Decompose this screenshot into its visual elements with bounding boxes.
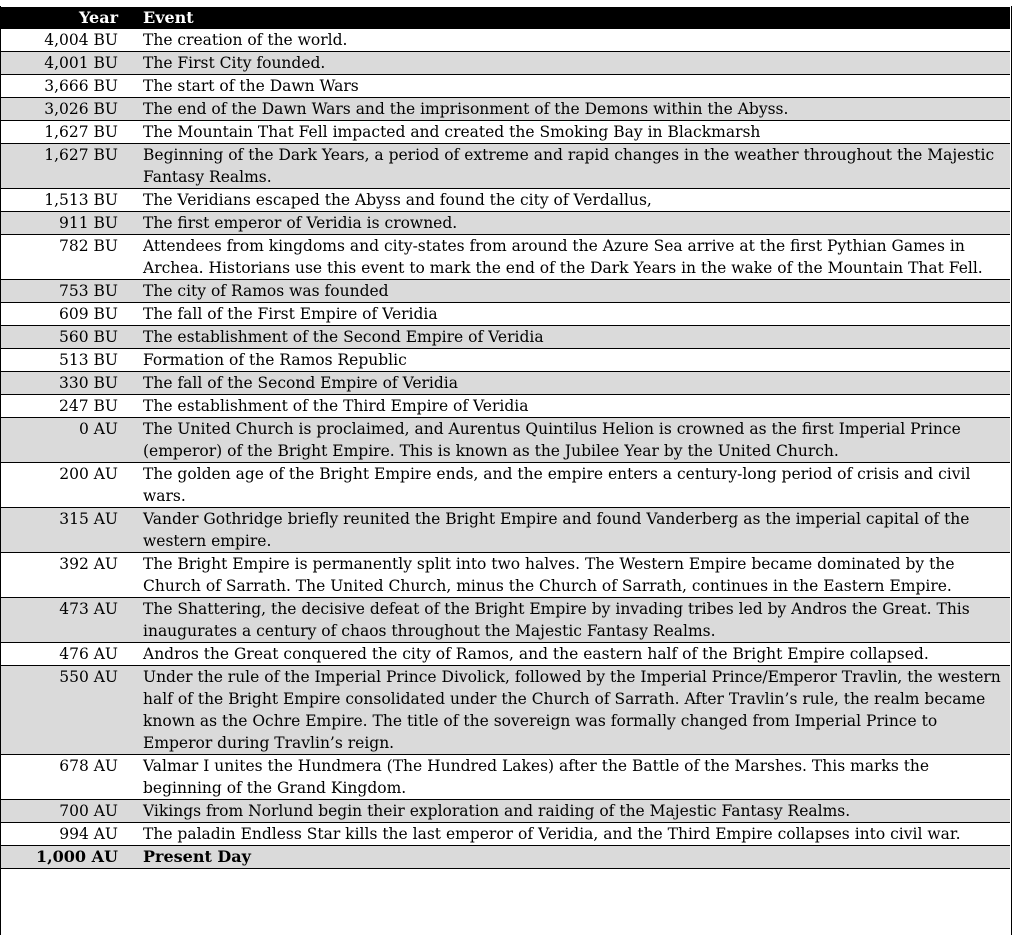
table-row: [1, 235, 1010, 280]
table-row: [1, 395, 1010, 418]
event-cell: The paladin Endless Star kills the last emperor of Veridia, and the Third Empire collapses into civil war.: [139, 823, 1010, 846]
table-row: [1, 144, 1010, 189]
table-row: [1, 280, 1010, 303]
event-cell: The United Church is proclaimed, and Aurentus Quintilus Helion is crowned as the first Imperial Prince (emperor) of the Bright Empire. This is known as the Jubilee Year by the United Church.: [139, 418, 1010, 463]
table-row: [1, 121, 1010, 144]
table-row: [1, 349, 1010, 372]
event-cell: Andros the Great conquered the city of Ramos, and the eastern half of the Bright Empire collapsed.: [139, 643, 1010, 666]
event-cell: Valmar I unites the Hundmera (The Hundred Lakes) after the Battle of the Marshes. This marks the beginning of the Grand Kingdom.: [139, 755, 1010, 800]
table-row: [1, 98, 1010, 121]
event-cell: The fall of the Second Empire of Veridia: [139, 372, 1010, 395]
table-row: [1, 212, 1010, 235]
year-column-header: Year: [1, 7, 139, 29]
year-cell: 1,627 BU: [1, 121, 139, 144]
year-cell: 4,004 BU: [1, 29, 139, 52]
table-row: [1, 643, 1010, 666]
event-cell: The end of the Dawn Wars and the imprisonment of the Demons within the Abyss.: [139, 98, 1010, 121]
table-row: [1, 553, 1010, 598]
year-cell: 3,026 BU: [1, 98, 139, 121]
event-cell: The establishment of the Second Empire of Veridia: [139, 326, 1010, 349]
year-cell: 550 AU: [1, 666, 139, 755]
event-cell: Vander Gothridge briefly reunited the Bright Empire and found Vanderberg as the imperial capital of the western empire.: [139, 508, 1010, 553]
year-cell: 1,513 BU: [1, 189, 139, 212]
table-row: [1, 418, 1010, 463]
year-cell: 0 AU: [1, 418, 139, 463]
event-cell: The fall of the First Empire of Veridia: [139, 303, 1010, 326]
year-cell: 330 BU: [1, 372, 139, 395]
year-cell: 678 AU: [1, 755, 139, 800]
year-cell: 4,001 BU: [1, 52, 139, 75]
event-cell: The Shattering, the decisive defeat of the Bright Empire by invading tribes led by Andros the Great. This inaugurates a century of chaos throughout the Majestic Fantasy Realms.: [139, 598, 1010, 643]
table-row: [1, 463, 1010, 508]
year-cell: 911 BU: [1, 212, 139, 235]
year-cell: 3,666 BU: [1, 75, 139, 98]
table-row: [1, 52, 1010, 75]
event-cell: The first emperor of Veridia is crowned.: [139, 212, 1010, 235]
year-cell: 1,000 AU: [1, 846, 139, 869]
table-row: [1, 29, 1010, 52]
table-row: [1, 846, 1010, 869]
event-cell: The First City founded.: [139, 52, 1010, 75]
event-cell: The Veridians escaped the Abyss and found the city of Verdallus,: [139, 189, 1010, 212]
event-cell: Vikings from Norlund begin their exploration and raiding of the Majestic Fantasy Realms.: [139, 800, 1010, 823]
table-row: [1, 303, 1010, 326]
table-row: [1, 800, 1010, 823]
year-cell: 1,627 BU: [1, 144, 139, 189]
event-cell: Formation of the Ramos Republic: [139, 349, 1010, 372]
year-cell: 560 BU: [1, 326, 139, 349]
event-cell: The establishment of the Third Empire of Veridia: [139, 395, 1010, 418]
year-cell: 513 BU: [1, 349, 139, 372]
year-cell: 609 BU: [1, 303, 139, 326]
table-row: [1, 75, 1010, 98]
table-row: [1, 755, 1010, 800]
year-cell: 782 BU: [1, 235, 139, 280]
table-row: [1, 372, 1010, 395]
year-cell: 994 AU: [1, 823, 139, 846]
event-cell: Attendees from kingdoms and city-states from around the Azure Sea arrive at the first Pythian Games in Archea. Historians use this event to mark the end of the Dark Years in the wake of the Mountain That Fell.: [139, 235, 1010, 280]
table-row: [1, 326, 1010, 349]
event-cell: The Mountain That Fell impacted and created the Smoking Bay in Blackmarsh: [139, 121, 1010, 144]
year-cell: 753 BU: [1, 280, 139, 303]
table-row: [1, 823, 1010, 846]
event-cell: The golden age of the Bright Empire ends, and the empire enters a century-long period of crisis and civil wars.: [139, 463, 1010, 508]
event-cell: Beginning of the Dark Years, a period of extreme and rapid changes in the weather throughout the Majestic Fantasy Realms.: [139, 144, 1010, 189]
table-row: [1, 508, 1010, 553]
event-cell: Under the rule of the Imperial Prince Divolick, followed by the Imperial Prince/Emperor Travlin, the western half of the Bright Empire consolidated under the Church of Sarrath. After Travlin’s rule, the realm became known as the Ochre Empire. The title of the sovereign was formally changed from Imperial Prince to Emperor during Travlin’s reign.: [139, 666, 1010, 755]
year-cell: 247 BU: [1, 395, 139, 418]
event-cell: The city of Ramos was founded: [139, 280, 1010, 303]
table-header-row: [1, 7, 1010, 29]
year-cell: 200 AU: [1, 463, 139, 508]
table-row: [1, 189, 1010, 212]
timeline-table: [1, 7, 1010, 869]
event-cell: The Bright Empire is permanently split into two halves. The Western Empire became dominated by the Church of Sarrath. The United Church, minus the Church of Sarrath, continues in the Eastern Empire.: [139, 553, 1010, 598]
year-cell: 392 AU: [1, 553, 139, 598]
event-cell: The start of the Dawn Wars: [139, 75, 1010, 98]
table-row: [1, 598, 1010, 643]
table-row: [1, 666, 1010, 755]
event-column-header: Event: [139, 7, 1010, 29]
event-cell: The creation of the world.: [139, 29, 1010, 52]
event-cell: Present Day: [139, 846, 1010, 869]
year-cell: 476 AU: [1, 643, 139, 666]
year-cell: 315 AU: [1, 508, 139, 553]
year-cell: 473 AU: [1, 598, 139, 643]
year-cell: 700 AU: [1, 800, 139, 823]
